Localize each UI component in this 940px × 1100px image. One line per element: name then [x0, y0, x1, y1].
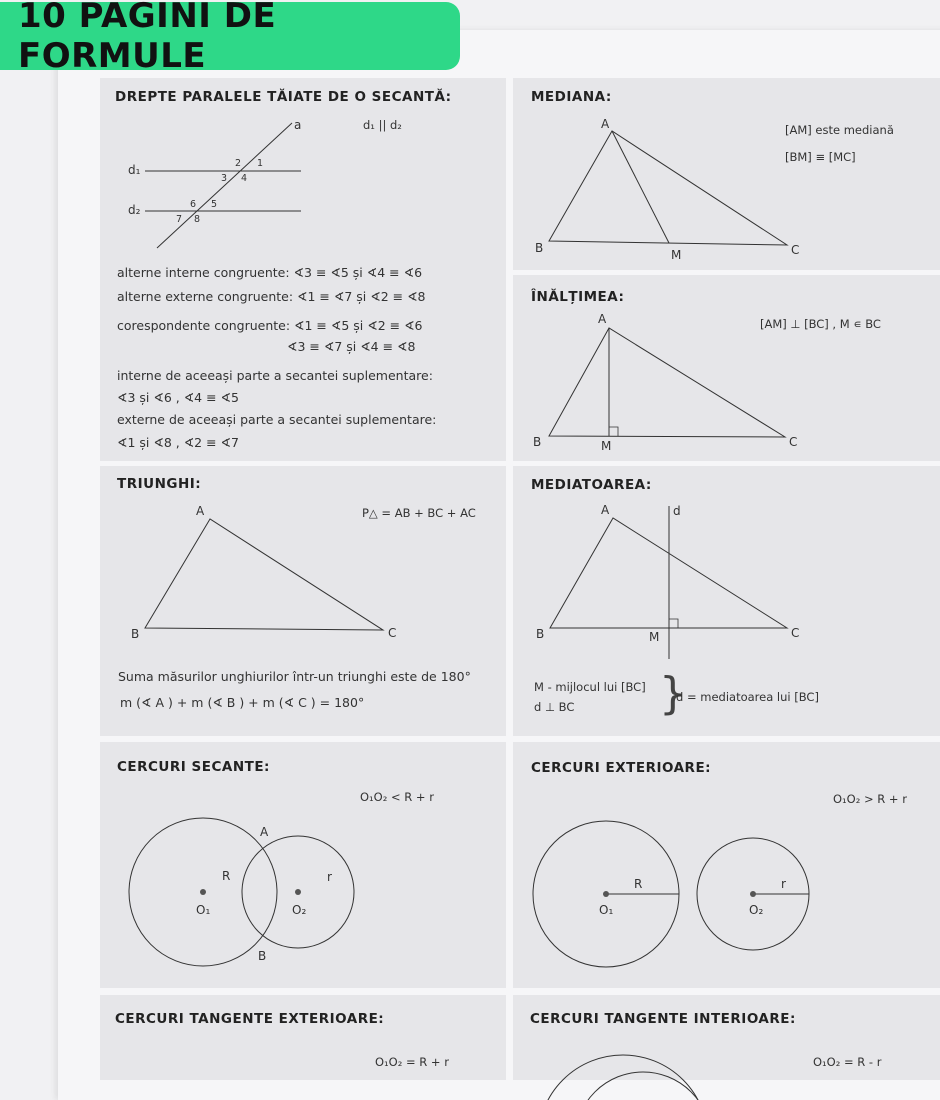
vertex-A: A — [601, 117, 610, 131]
angle-8: 8 — [194, 214, 201, 225]
angle-sum-formula: m (∢ A ) + m (∢ B ) + m (∢ C ) = 180° — [120, 695, 365, 710]
angle-5: 5 — [211, 199, 218, 210]
interne-suplementare-2: ∢3 și ∢6 , ∢4 ≡ ∢5 — [117, 390, 239, 405]
line-label-d: d — [673, 504, 681, 518]
point-M: M — [601, 439, 612, 453]
center-O1 — [200, 889, 206, 895]
angle-4: 4 — [241, 173, 248, 184]
panel-title: TRIUNGHI: — [117, 476, 202, 492]
corespondente-2: ∢3 ≡ ∢7 și ∢4 ≡ ∢8 — [287, 339, 416, 354]
secant-formula: O₁O₂ < R + r — [360, 790, 434, 804]
perpendicular-condition: d ⊥ BC — [534, 700, 575, 714]
center-O2 — [750, 891, 756, 897]
right-angle-mark — [669, 619, 678, 628]
radius-R: R — [634, 877, 643, 891]
center-O2 — [295, 889, 301, 895]
perimeter-formula: P△ = AB + BC + AC — [362, 506, 476, 520]
point-M: M — [649, 630, 660, 644]
banner — [0, 0, 460, 76]
angle-2: 2 — [235, 158, 242, 169]
panel-cercuri-secante — [100, 742, 506, 988]
tangent-interior-circles-figure — [513, 995, 940, 1080]
angle-7: 7 — [176, 214, 183, 225]
label-O2: O₂ — [292, 903, 307, 917]
label-O1: O₁ — [196, 903, 211, 917]
point-M: M — [671, 248, 682, 262]
brace-icon: } — [659, 668, 687, 719]
panel-title: CERCURI TANGENTE EXTERIOARE: — [115, 1011, 385, 1027]
panel-title: MEDIANA: — [531, 89, 612, 105]
externe-suplementare: externe de aceeași parte a secantei suplementare: — [117, 412, 437, 427]
label-d2: d₂ — [128, 203, 141, 217]
tangent-int-formula: O₁O₂ = R - r — [813, 1055, 882, 1069]
bisector-conclusion: d = mediatoarea lui [BC] — [676, 690, 819, 704]
label-O1: O₁ — [599, 903, 614, 917]
panel-cercuri-tangente-interioare — [513, 995, 940, 1080]
panel-title: CERCURI SECANTE: — [117, 759, 270, 775]
vertex-C: C — [388, 626, 397, 640]
panel-title: DREPTE PARALELE TĂIATE DE O SECANTĂ: — [115, 89, 452, 105]
externe-suplementare-2: ∢1 și ∢8 , ∢2 ≡ ∢7 — [117, 435, 239, 450]
angle-1: 1 — [257, 158, 264, 169]
tangent-ext-formula: O₁O₂ = R + r — [375, 1055, 449, 1069]
vertex-B: B — [535, 241, 544, 255]
panel-title: CERCURI EXTERIOARE: — [531, 760, 712, 776]
vertex-A: A — [196, 504, 205, 518]
panel-mediana — [513, 78, 940, 270]
altitude-triangle-figure — [513, 275, 940, 461]
alterne-interne: alterne interne congruente: ∢3 ≡ ∢5 și ∢4 ≡ ∢6 — [117, 265, 423, 280]
angle-3: 3 — [221, 173, 228, 184]
secant-circles-figure — [100, 742, 506, 988]
interne-suplementare: interne de aceeași parte a secantei suplementare: — [117, 368, 433, 383]
altitude-note: [AM] ⊥ [BC] , M ∊ BC — [760, 317, 881, 331]
corespondente: corespondente congruente: ∢1 ≡ ∢5 și ∢2 ≡ ∢6 — [117, 318, 423, 333]
parallel-relation: d₁ || d₂ — [363, 118, 402, 132]
label-a: a — [294, 118, 302, 132]
panel-title: MEDIATOAREA: — [531, 477, 652, 493]
parallel-lines-figure — [100, 78, 506, 268]
panel-triunghi — [100, 466, 506, 736]
midpoint-condition: M - mijlocul lui [BC] — [534, 680, 646, 694]
label-d1: d₁ — [128, 163, 141, 177]
vertex-B: B — [536, 627, 545, 641]
right-angle-mark — [609, 427, 618, 436]
panel-title: ÎNĂLȚIMEA: — [531, 289, 625, 305]
median-note-2: [BM] ≡ [MC] — [785, 150, 856, 164]
vertex-C: C — [791, 243, 800, 257]
exterior-formula: O₁O₂ > R + r — [833, 792, 907, 806]
vertex-A: A — [598, 312, 607, 326]
vertex-A: A — [601, 503, 610, 517]
triangle-figure — [100, 466, 506, 666]
vertex-B: B — [533, 435, 542, 449]
banner-title: 10 PAGINI DE FORMULE — [18, 0, 277, 76]
panel-drepte-paralele — [100, 78, 506, 461]
bisector-triangle-figure — [513, 466, 940, 666]
center-O1 — [603, 891, 609, 897]
intersection-B: B — [258, 949, 267, 963]
panel-cercuri-tangente-exterioare — [100, 995, 506, 1080]
angle-6: 6 — [190, 199, 197, 210]
radius-r: r — [327, 870, 332, 884]
median-triangle-figure — [513, 78, 940, 270]
panel-title: CERCURI TANGENTE INTERIOARE: — [530, 1011, 796, 1027]
angle-sum-text: Suma măsurilor unghiurilor într-un triunghi este de 180° — [118, 669, 471, 684]
intersection-A: A — [260, 825, 269, 839]
radius-R: R — [222, 869, 231, 883]
vertex-B: B — [131, 627, 140, 641]
transversal-a — [157, 123, 292, 248]
radius-r: r — [781, 877, 786, 891]
alterne-externe: alterne externe congruente: ∢1 ≡ ∢7 și ∢2 ≡ ∢8 — [117, 289, 426, 304]
label-O2: O₂ — [749, 903, 764, 917]
panel-mediatoarea — [513, 466, 940, 736]
median-segment — [612, 131, 669, 243]
panel-inaltimea — [513, 275, 940, 461]
panel-cercuri-exterioare — [513, 742, 940, 988]
vertex-C: C — [791, 626, 800, 640]
median-note-1: [AM] este mediană — [785, 123, 894, 137]
vertex-C: C — [789, 435, 798, 449]
exterior-circles-figure — [513, 742, 940, 988]
